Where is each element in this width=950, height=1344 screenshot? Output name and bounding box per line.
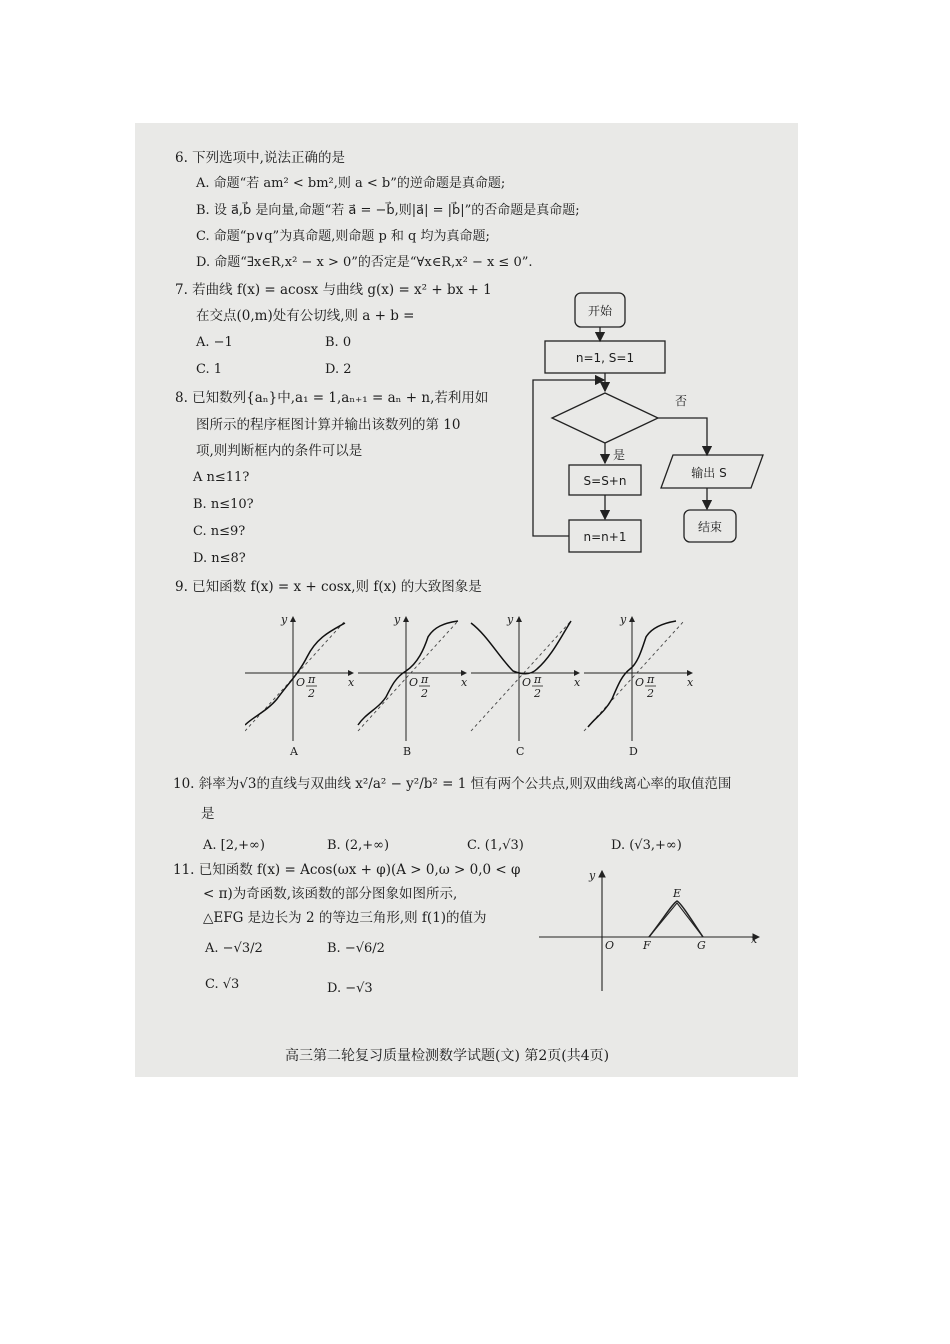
q8-option-d: D. n≤8? xyxy=(193,551,246,566)
q10-option-c: C. (1,√3) xyxy=(467,838,524,853)
q9-graph-c xyxy=(471,613,581,758)
q9-y-label: y xyxy=(507,613,514,626)
q9-graph-label: B xyxy=(403,745,412,758)
q8-stem-line1: 8. 已知数列{aₙ}中,a₁ = 1,aₙ₊₁ = aₙ + n,若利用如 xyxy=(175,390,489,406)
q7-option-a: A. −1 xyxy=(196,335,233,350)
q6-option-d: D. 命题“∃x∈R,x² − x > 0”的否定是“∀x∈R,x² − x ≤ 0”. xyxy=(196,255,533,270)
q7-option-d: D. 2 xyxy=(325,362,352,377)
q9-x-label: x xyxy=(461,676,468,689)
q9-graph-label: A xyxy=(290,745,298,758)
q9-graph-d xyxy=(584,613,694,758)
q11-function-graph xyxy=(537,863,762,993)
q8-option-c: C. n≤9? xyxy=(193,524,246,539)
flow-end-label: 结束 xyxy=(697,520,723,534)
q9-x-label: x xyxy=(348,676,355,689)
q9-stem: 9. 已知函数 f(x) = x + cosx,则 f(x) 的大致图象是 xyxy=(175,579,482,595)
flow-sum-label: S=S+n xyxy=(583,474,627,488)
q9-y-label: y xyxy=(620,613,627,626)
q11-triangle-efg xyxy=(649,903,703,937)
q11-stem-line2: < π)为奇函数,该函数的部分图象如图所示, xyxy=(203,886,458,902)
flow-increment-label: n=n+1 xyxy=(583,530,627,544)
q10-option-a: A. [2,+∞) xyxy=(203,838,265,853)
q9-graph-b xyxy=(358,613,468,758)
q11-y-label: y xyxy=(589,869,596,882)
q11-point-f: F xyxy=(643,939,651,952)
q11-option-a: A. −√3/2 xyxy=(205,941,263,956)
q9-two-label: 2 xyxy=(534,687,541,700)
q8-option-b: B. n≤10? xyxy=(193,497,254,512)
q9-graph-label: D xyxy=(629,745,638,758)
q9-function-graphs xyxy=(245,613,705,763)
q9-x-label: x xyxy=(687,676,694,689)
q9-two-label: 2 xyxy=(308,687,315,700)
program-flowchart xyxy=(525,283,775,568)
q9-origin-label: O xyxy=(409,676,419,689)
q11-stem-line3: △EFG 是边长为 2 的等边三角形,则 f(1)的值为 xyxy=(203,910,487,926)
q6-stem: 6. 下列选项中,说法正确的是 xyxy=(175,150,345,166)
page-footer: 高三第二轮复习质量检测数学试题(文) 第2页(共4页) xyxy=(285,1048,610,1064)
q9-pi-label: π xyxy=(534,673,542,686)
q9-pi-label: π xyxy=(308,673,316,686)
flow-init-label: n=1, S=1 xyxy=(575,351,635,365)
q6-option-c: C. 命题“p∨q”为真命题,则命题 p 和 q 均为真命题; xyxy=(196,229,490,244)
q9-origin-label: O xyxy=(522,676,532,689)
q9-two-label: 2 xyxy=(421,687,428,700)
q9-curve xyxy=(245,623,345,725)
flow-no-label: 否 xyxy=(675,394,688,408)
flow-start-label: 开始 xyxy=(587,304,613,318)
q11-option-d: D. −√3 xyxy=(327,981,373,996)
q11-stem-line1: 11. 已知函数 f(x) = Acos(ωx + φ)(A > 0,ω > 0,0 < φ xyxy=(173,862,521,878)
q7-option-c: C. 1 xyxy=(196,362,223,377)
q9-pi-label: π xyxy=(421,673,429,686)
q10-option-b: B. (2,+∞) xyxy=(327,838,390,853)
q10-option-d: D. (√3,+∞) xyxy=(611,838,682,853)
q9-pi-label: π xyxy=(647,673,655,686)
q9-origin-label: O xyxy=(296,676,306,689)
flow-decision-diamond xyxy=(552,393,658,443)
q9-x-label: x xyxy=(574,676,581,689)
q10-stem-line1: 10. 斜率为√3的直线与双曲线 x²/a² − y²/b² = 1 恒有两个公共点,则双曲线离心率的取值范围 xyxy=(173,776,732,792)
q11-point-e: E xyxy=(673,887,682,900)
q6-option-a: A. 命题“若 am² < bm²,则 a < b”的逆命题是真命题; xyxy=(196,176,506,191)
q11-option-b: B. −√6/2 xyxy=(327,941,385,956)
q9-graph-a xyxy=(245,613,355,758)
exam-page xyxy=(135,123,798,1077)
q11-curve xyxy=(649,901,703,937)
q9-y-label: y xyxy=(281,613,288,626)
q10-stem-line2: 是 xyxy=(201,806,215,822)
q8-option-a: A n≤11? xyxy=(193,470,250,485)
q9-two-label: 2 xyxy=(647,687,654,700)
q11-option-c: C. √3 xyxy=(205,977,240,992)
q9-y-label: y xyxy=(394,613,401,626)
q7-stem-line2: 在交点(0,m)处有公切线,则 a + b = xyxy=(196,308,415,324)
q8-stem-line2: 图所示的程序框图计算并输出该数列的第 10 xyxy=(196,417,461,433)
q11-origin-label: O xyxy=(605,939,615,952)
q7-stem-line1: 7. 若曲线 f(x) = acosx 与曲线 g(x) = x² + bx + 1 xyxy=(175,282,492,298)
q6-option-b: B. 设 a⃗,b⃗ 是向量,命题“若 a⃗ = −b⃗,则|a⃗| = |b⃗|”的否命题是真命题; xyxy=(196,203,580,218)
q9-dashed-line xyxy=(358,621,458,731)
flow-yes-label: 是 xyxy=(613,448,626,462)
q9-graph-label: C xyxy=(516,745,525,758)
q9-origin-label: O xyxy=(635,676,645,689)
q11-x-label: x xyxy=(751,933,758,946)
q11-point-g: G xyxy=(697,939,706,952)
q8-stem-line3: 项,则判断框内的条件可以是 xyxy=(196,443,363,459)
q9-curve xyxy=(471,621,571,674)
q7-option-b: B. 0 xyxy=(325,335,352,350)
flow-output-label: 输出 S xyxy=(691,466,727,480)
